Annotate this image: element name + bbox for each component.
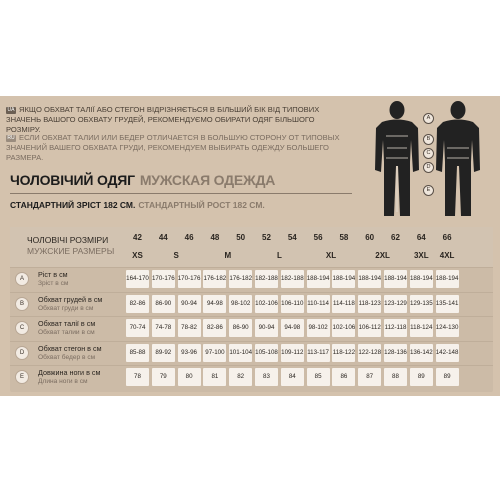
table-cell: 90-94	[255, 319, 278, 337]
table-cell: 102-106	[332, 319, 355, 337]
table-cell: 80	[178, 368, 201, 386]
row-marker-c: C	[15, 321, 29, 335]
table-cell: 87	[358, 368, 381, 386]
size-letter: S	[173, 251, 179, 260]
table-cell: 85	[307, 368, 330, 386]
table-cell: 89-92	[152, 344, 175, 362]
row-label	[38, 344, 102, 362]
table-cell: 188-194	[332, 270, 355, 288]
note-ua	[6, 105, 346, 135]
table-cell: 78-82	[178, 319, 201, 337]
row-label-ru: Обхват бедер в см	[38, 353, 96, 361]
table-cell: 86-90	[152, 295, 175, 313]
size-table-label	[27, 235, 114, 257]
lang-badge-ru: RU	[7, 135, 15, 141]
size-number: 62	[391, 233, 400, 242]
size-number: 52	[262, 233, 271, 242]
size-number: 60	[365, 233, 375, 242]
table-cell: 122-128	[358, 344, 381, 362]
table-cell: 129-135	[410, 295, 433, 313]
table-cell: 124-130	[436, 319, 459, 337]
table-cell: 98-102	[307, 319, 330, 337]
table-cell: 86	[332, 368, 355, 386]
size-letter: 4XL	[439, 251, 455, 260]
size-table	[10, 227, 493, 392]
table-cell: 118-122	[332, 344, 355, 362]
table-cell: 82	[229, 368, 252, 386]
figure-marker-d: D	[423, 162, 434, 173]
table-cell: 110-114	[307, 295, 330, 313]
table-cell: 81	[203, 368, 226, 386]
section-subtitle-ua: СТАНДАРТНИЙ ЗРІСТ 182 СМ.	[10, 200, 136, 210]
row-label-ru: Длина ноги в см	[38, 378, 88, 385]
row-label-ua: Ріст в см	[38, 270, 68, 279]
table-cell: 118-124	[410, 319, 433, 337]
table-cell: 188-194	[358, 270, 381, 288]
table-cell: 89	[410, 368, 433, 386]
size-letter: XL	[325, 251, 337, 260]
table-cell: 176-182	[229, 270, 252, 288]
title-divider	[10, 193, 352, 194]
row-label-ru: Обхват талии в см	[38, 329, 95, 336]
section-subtitle-ru: СТАНДАРТНЫЙ РОСТ 182 СМ.	[138, 200, 265, 210]
row-label	[38, 319, 95, 337]
table-cell: 90-94	[178, 295, 201, 313]
table-cell: 93-96	[178, 344, 201, 362]
table-cell: 188-194	[410, 270, 433, 288]
section-title-ru: МУЖСКАЯ ОДЕЖДА	[139, 172, 276, 188]
table-cell: 114-118	[332, 295, 355, 313]
table-cell: 82-86	[126, 295, 149, 313]
note-ru	[6, 133, 346, 163]
row-marker-a: A	[15, 272, 29, 286]
row-label-ru: Зріст в см	[38, 280, 69, 287]
table-cell: 164-170	[126, 270, 149, 288]
table-cell: 94-98	[281, 319, 304, 337]
table-cell: 89	[436, 368, 459, 386]
row-label-ua: Обхват стегон в см	[38, 343, 102, 353]
row-label	[38, 270, 68, 288]
size-number: 58	[339, 233, 349, 242]
table-cell: 74-78	[152, 319, 175, 337]
row-label	[38, 295, 102, 313]
table-cell: 170-176	[152, 270, 175, 288]
table-cell: 123-129	[384, 295, 407, 313]
size-number: 66	[442, 233, 452, 242]
size-letter: M	[224, 251, 232, 260]
table-cell: 113-117	[307, 344, 330, 362]
table-cell: 84	[281, 368, 304, 386]
row-divider	[10, 292, 493, 293]
row-divider	[10, 365, 493, 366]
table-cell: 142-148	[436, 344, 459, 362]
size-number: 44	[158, 233, 168, 242]
table-cell: 188-194	[436, 270, 459, 288]
table-cell: 88	[384, 368, 407, 386]
note-ua-text: ЯКЩО ОБХВАТ ТАЛІЇ АБО СТЕГОН ВІДРІЗНЯЄТЬСЯ В БІЛЬШИЙ БІК ВІД ТИПОВИХ ЗНАЧЕНЬ ВАШОГО ОБХВАТУ ГРУДЕЙ, РЕКОМЕНДУЄМО ОБИРАТИ ОДЯГ БІЛЬШОГО РОЗМІРУ.	[6, 105, 320, 134]
table-cell: 78	[126, 368, 149, 386]
row-label-ru: Обхват груди в см	[38, 304, 94, 312]
size-number: 64	[416, 233, 426, 242]
row-divider	[10, 341, 493, 342]
male-silhouette-front-icon	[372, 100, 422, 218]
size-table-label-ru: МУЖСКИЕ РАЗМЕРЫ	[27, 246, 115, 256]
row-divider	[10, 316, 493, 317]
row-label-ua: Обхват талії в см	[38, 319, 96, 328]
table-cell: 82-86	[203, 319, 226, 337]
table-cell: 112-118	[384, 319, 407, 337]
table-cell: 79	[152, 368, 175, 386]
row-marker-b: B	[15, 297, 29, 311]
table-cell: 188-194	[307, 270, 330, 288]
table-cell: 135-141	[436, 295, 459, 313]
table-cell: 106-112	[358, 319, 381, 337]
table-cell: 98-102	[229, 295, 252, 313]
table-cell: 102-106	[255, 295, 278, 313]
table-cell: 86-90	[229, 319, 252, 337]
row-marker-e: E	[15, 370, 29, 384]
table-cell: 101-104	[229, 344, 252, 362]
section-title	[10, 172, 275, 188]
size-letter: L	[276, 251, 282, 260]
table-cell: 188-194	[384, 270, 407, 288]
table-cell: 128-136	[384, 344, 407, 362]
section-title-ua: ЧОЛОВІЧИЙ ОДЯГ	[10, 172, 135, 188]
section-subtitle	[10, 200, 265, 210]
table-cell: 106-110	[281, 295, 304, 313]
table-cell: 182-188	[281, 270, 304, 288]
size-number: 54	[287, 233, 297, 242]
lang-badge-ua: UA	[7, 107, 15, 113]
figure-marker-c: C	[423, 148, 434, 159]
table-cell: 109-112	[281, 344, 304, 362]
row-label-ua: Довжина ноги в см	[38, 368, 101, 377]
note-ru-text: ЕСЛИ ОБХВАТ ТАЛИИ ИЛИ БЕДЕР ОТЛИЧАЕТСЯ В БОЛЬШУЮ СТОРОНУ ОТ ТИПОВЫХ ЗНАЧЕНИЙ ВАШЕГО ОБХВАТА ГРУДИ, РЕКОМЕНДУЕМ ВЫБИРАТЬ ОДЕЖДУ БОЛЬШЕГО РАЗМЕРА.	[6, 133, 340, 162]
table-cell: 118-123	[358, 295, 381, 313]
table-cell: 170-176	[178, 270, 201, 288]
table-cell: 70-74	[126, 319, 149, 337]
size-number: 50	[236, 233, 246, 242]
figure-marker-e: E	[423, 185, 434, 196]
male-silhouette-back-icon	[433, 100, 483, 218]
table-cell: 182-188	[255, 270, 278, 288]
size-number: 56	[313, 233, 323, 242]
table-cell: 85-88	[126, 344, 149, 362]
size-number: 42	[133, 233, 142, 242]
row-divider	[10, 267, 493, 268]
table-cell: 176-182	[203, 270, 226, 288]
table-cell: 136-142	[410, 344, 433, 362]
size-letter: XS	[132, 251, 143, 260]
row-marker-d: D	[15, 346, 29, 360]
size-table-label-ua: ЧОЛОВІЧІ РОЗМІРИ	[27, 235, 109, 245]
figure-marker-b: B	[423, 134, 434, 145]
table-cell: 83	[255, 368, 278, 386]
figure-marker-a: A	[423, 113, 434, 124]
size-number: 46	[184, 233, 194, 242]
size-letter: 2XL	[375, 251, 390, 260]
table-cell: 97-100	[203, 344, 226, 362]
table-cell: 94-98	[203, 295, 226, 313]
size-number: 48	[210, 233, 220, 242]
size-letter: 3XL	[413, 251, 429, 260]
row-label	[38, 368, 100, 386]
row-label-ua: Обхват грудей в см	[38, 294, 103, 304]
table-cell: 105-108	[255, 344, 278, 362]
